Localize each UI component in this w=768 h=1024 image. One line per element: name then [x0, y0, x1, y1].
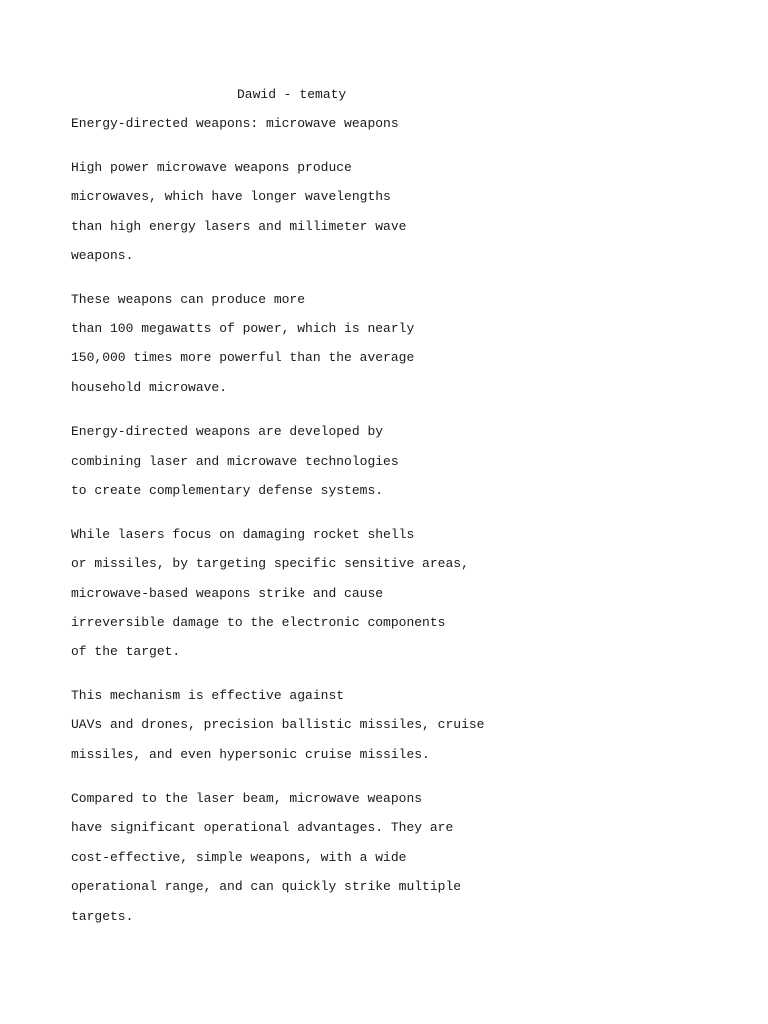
paragraph-6-line-5: targets. [71, 909, 134, 924]
paragraph-3-line-1: Energy-directed weapons are developed by [71, 424, 384, 439]
paragraph-6-line-1: Compared to the laser beam, microwave weapons [71, 791, 423, 806]
paragraph-5-line-2: UAVs and drones, precision ballistic missiles, cruise [71, 717, 485, 732]
document-subtitle: Energy-directed weapons: microwave weapons [71, 116, 399, 131]
paragraph-5-line-1: This mechanism is effective against [71, 688, 345, 703]
paragraph-2-line-3: 150,000 times more powerful than the average [71, 350, 415, 365]
paragraph-1-line-2: microwaves, which have longer wavelengths [71, 189, 391, 204]
paragraph-2-line-1: These weapons can produce more [71, 292, 306, 307]
paragraph-6-line-4: operational range, and can quickly strike multiple [71, 879, 462, 894]
paragraph-2-line-4: household microwave. [71, 380, 228, 395]
paragraph-4-line-1: While lasers focus on damaging rocket shells [71, 527, 415, 542]
paragraph-3-line-2: combining laser and microwave technologies [71, 454, 399, 469]
paragraph-4-line-5: of the target. [71, 644, 181, 659]
paragraph-1-line-3: than high energy lasers and millimeter wave [71, 219, 407, 234]
paragraph-3-line-3: to create complementary defense systems. [71, 483, 384, 498]
paragraph-6-line-3: cost-effective, simple weapons, with a wide [71, 850, 407, 865]
paragraph-4-line-4: irreversible damage to the electronic components [71, 615, 446, 630]
paragraph-5-line-3: missiles, and even hypersonic cruise missiles. [71, 747, 430, 762]
paragraph-4-line-3: microwave-based weapons strike and cause [71, 586, 384, 601]
paragraph-4-line-2: or missiles, by targeting specific sensitive areas, [71, 556, 469, 571]
document-title: Dawid - tematy [237, 87, 347, 102]
paragraph-2-line-2: than 100 megawatts of power, which is nearly [71, 321, 415, 336]
paragraph-1-line-4: weapons. [71, 248, 134, 263]
paragraph-1-line-1: High power microwave weapons produce [71, 160, 352, 175]
paragraph-6-line-2: have significant operational advantages. They are [71, 820, 454, 835]
